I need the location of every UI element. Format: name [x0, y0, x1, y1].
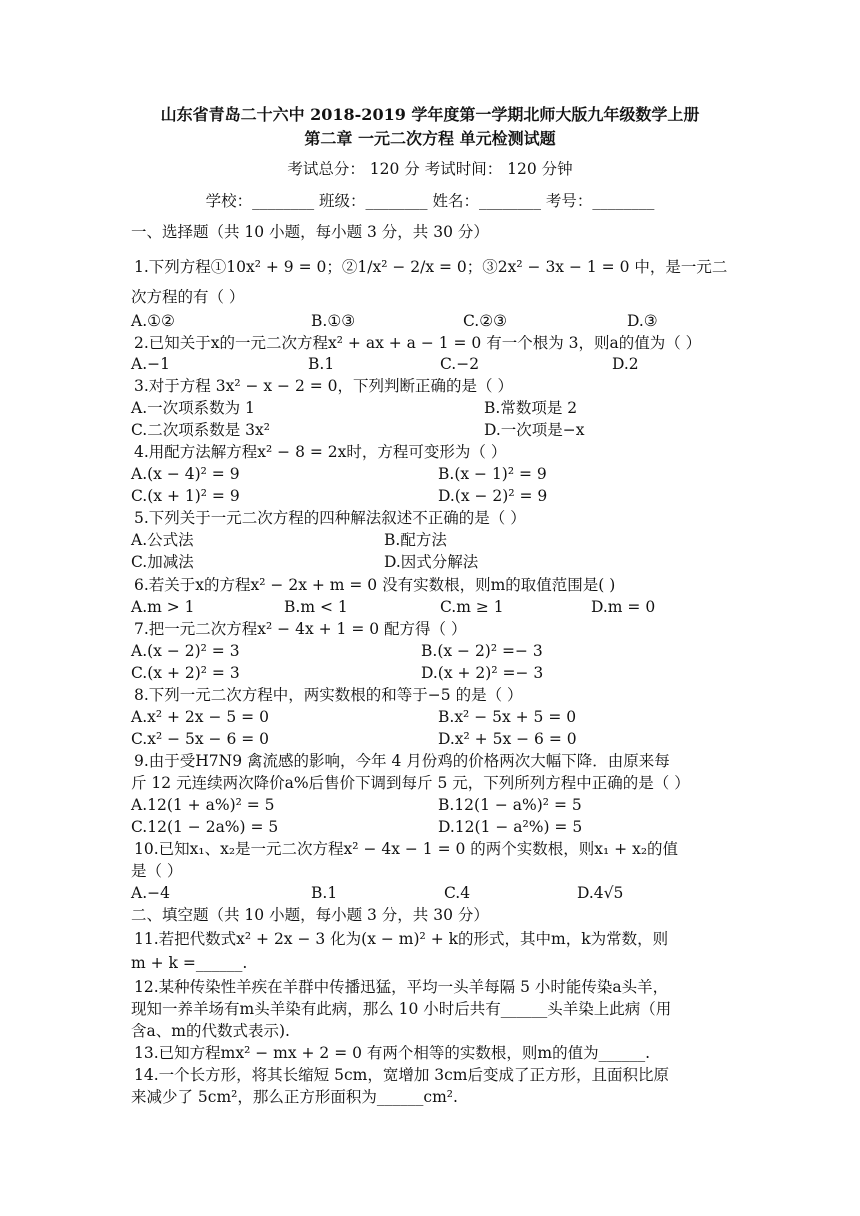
question-8: 8.下列一元二次方程中，两实数根的和等于−5 的是（ ）: [134, 686, 523, 704]
q4-option-b: B.(x − 1)² = 9: [438, 465, 547, 483]
q5-option-a: A.公式法: [131, 531, 194, 549]
q10-option-a: A.−4: [131, 884, 170, 902]
question-1-line1: 1.下列方程①10x² + 9 = 0；②1/x² − 2/x = 0；③2x² − 3x − 1 = 0 中，是一元二: [134, 258, 728, 276]
question-2: 2.已知关于x的一元二次方程x² + ax + a − 1 = 0 有一个根为 3，则a的值为（ ）: [134, 334, 702, 352]
q5-option-c: C.加减法: [131, 553, 194, 571]
section-heading-fill: 二、填空题（共 10 小题，每小题 3 分，共 30 分）: [131, 906, 489, 924]
q2-option-d: D.2: [612, 355, 639, 373]
question-7: 7.把一元二次方程x² − 4x + 1 = 0 配方得（ ）: [134, 620, 467, 638]
section-heading-choice: 一、选择题（共 10 小题，每小题 3 分，共 30 分）: [131, 223, 489, 241]
q5-option-d: D.因式分解法: [384, 553, 479, 571]
q9-option-d: D.12(1 − a²%) = 5: [438, 818, 583, 836]
question-11-line2: m + k =______.: [131, 954, 248, 972]
q6-option-b: B.m < 1: [284, 598, 348, 616]
question-6: 6.若关于x的方程x² − 2x + m = 0 没有实数根，则m的取值范围是( ): [134, 576, 616, 594]
q9-option-b: B.12(1 − a%)² = 5: [438, 796, 582, 814]
q9-option-c: C.12(1 − 2a%) = 5: [131, 818, 279, 836]
q4-option-a: A.(x − 4)² = 9: [131, 465, 240, 483]
question-4: 4.用配方法解方程x² − 8 = 2x时，方程可变形为（ ）: [134, 443, 507, 461]
question-12-line1: 12.某种传染性羊疾在羊群中传播迅猛，平均一头羊每隔 5 小时能传染a头羊，: [134, 978, 669, 996]
q6-option-c: C.m ≥ 1: [440, 598, 504, 616]
question-14-line2: 来减少了 5cm²，那么正方形面积为______cm².: [131, 1088, 458, 1106]
question-3: 3.对于方程 3x² − x − 2 = 0，下列判断正确的是（ ）: [134, 377, 513, 395]
student-info: 学校：________ 班级：________ 姓名：________ 考号：________: [205, 192, 655, 210]
q3-option-d: D.一次项是−x: [484, 421, 585, 439]
q1-option-a: A.①②: [131, 312, 175, 330]
q8-option-d: D.x² + 5x − 6 = 0: [438, 730, 577, 748]
question-12-line3: 含a、m的代数式表示).: [131, 1022, 290, 1040]
q3-option-a: A.一次项系数为 1: [131, 399, 255, 417]
q6-option-d: D.m = 0: [591, 598, 656, 616]
question-10-line1: 10.已知x₁、x₂是一元二次方程x² − 4x − 1 = 0 的两个实数根，则x₁ + x₂的值: [134, 840, 679, 858]
q6-option-a: A.m > 1: [131, 598, 195, 616]
question-9-line2: 斤 12 元连续两次降价a%后售价下调到每斤 5 元，下列所列方程中正确的是（ ）: [131, 774, 690, 792]
exam-title-line1: 山东省青岛二十六中 2018-2019 学年度第一学期北师大版九年级数学上册: [160, 105, 700, 124]
q4-option-c: C.(x + 1)² = 9: [131, 487, 240, 505]
question-5: 5.下列关于一元二次方程的四种解法叙述不正确的是（ ）: [134, 509, 526, 527]
question-9-line1: 9.由于受H7N9 禽流感的影响，今年 4 月份鸡的价格两次大幅下降．由原来每: [134, 752, 670, 770]
q2-option-a: A.−1: [131, 355, 170, 373]
q10-option-b: B.1: [311, 884, 338, 902]
question-12-line2: 现知一养羊场有m头羊染有此病，那么 10 小时后共有______头羊染上此病（用: [131, 1000, 672, 1018]
q10-option-c: C.4: [444, 884, 471, 902]
q1-option-d: D.③: [627, 312, 658, 330]
q1-option-c: C.②③: [463, 312, 508, 330]
exam-title-line2: 第二章 一元二次方程 单元检测试题: [304, 129, 556, 148]
q7-option-c: C.(x + 2)² = 3: [131, 664, 240, 682]
q3-option-b: B.常数项是 2: [484, 399, 578, 417]
question-13: 13.已知方程mx² − mx + 2 = 0 有两个相等的实数根，则m的值为______.: [134, 1044, 651, 1062]
exam-info: 考试总分： 120 分 考试时间： 120 分钟: [287, 160, 573, 178]
q10-option-d: D.4√5: [577, 884, 624, 902]
question-14-line1: 14.一个长方形，将其长缩短 5cm，宽增加 3cm后变成了正方形，且面积比原: [134, 1066, 669, 1084]
q5-option-b: B.配方法: [384, 531, 447, 549]
q7-option-d: D.(x + 2)² =− 3: [421, 664, 544, 682]
q2-option-b: B.1: [308, 355, 335, 373]
question-1-line2: 次方程的有（ ）: [131, 288, 245, 306]
q4-option-d: D.(x − 2)² = 9: [438, 487, 548, 505]
q8-option-c: C.x² − 5x − 6 = 0: [131, 730, 270, 748]
q8-option-a: A.x² + 2x − 5 = 0: [131, 708, 269, 726]
q2-option-c: C.−2: [440, 355, 480, 373]
q3-option-c: C.二次项系数是 3x²: [131, 421, 270, 439]
q8-option-b: B.x² − 5x + 5 = 0: [438, 708, 577, 726]
q9-option-a: A.12(1 + a%)² = 5: [131, 796, 275, 814]
question-11-line1: 11.若把代数式x² + 2x − 3 化为(x − m)² + k的形式，其中m，k为常数，则: [134, 930, 669, 948]
q1-option-b: B.①③: [311, 312, 356, 330]
q7-option-a: A.(x − 2)² = 3: [131, 642, 240, 660]
question-10-line2: 是（ ）: [131, 862, 183, 880]
q7-option-b: B.(x − 2)² =− 3: [421, 642, 543, 660]
